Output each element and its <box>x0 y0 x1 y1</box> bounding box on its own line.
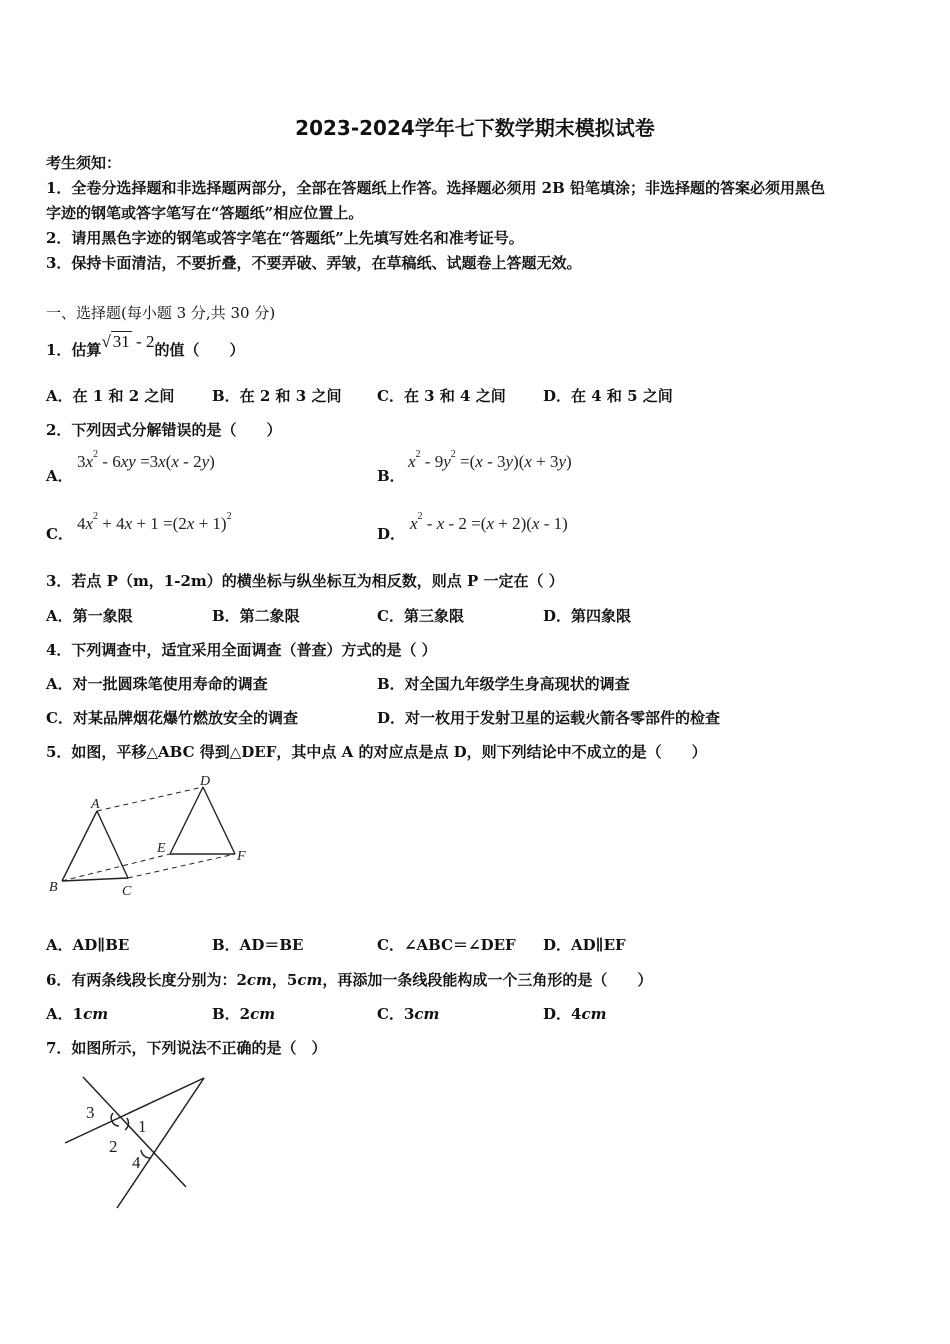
q2-stem: 2．下列因式分解错误的是（ ） <box>46 421 282 439</box>
q5-translation-figure <box>40 770 270 900</box>
notice-line-3: 3．保持卡面清洁，不要折叠，不要弄破、弄皱，在草稿纸、试题卷上答题无效。 <box>46 254 582 272</box>
q2-option-b-expression: $x^2 - 9y^2 =(x - 3y)(x + 3y)$ <box>408 449 572 471</box>
q6-stem-part-a: 6．有两条线段长度分别为：2 <box>46 971 247 989</box>
q2-option-b-label[interactable]: B． <box>377 467 405 485</box>
q4-option-c[interactable]: C．对某品牌烟花爆竹燃放安全的调查 <box>46 709 298 727</box>
page-title: 2023-2024学年七下数学期末模拟试卷 <box>295 116 655 140</box>
q6-option-d-value: D．4 <box>543 1005 582 1023</box>
dashed-ad <box>97 787 203 811</box>
q6-stem-part-b: ，5 <box>271 971 298 989</box>
q3-option-c[interactable]: C．第三象限 <box>377 607 464 625</box>
q5-stem: 5．如图，平移△ABC 得到△DEF，其中点 A 的对应点是点 D，则下列结论中不成立的是（ ） <box>46 743 707 761</box>
line-steep <box>117 1078 204 1208</box>
segment-de <box>170 787 203 854</box>
dashed-be <box>62 854 170 881</box>
notice-line-1: 1．全卷分选择题和非选择题两部分，全部在答题纸上作答。选择题必须用 2B 铅笔填涂；非选择题的答案必须用黑色 <box>46 179 826 197</box>
label-b: B <box>49 880 58 895</box>
section-heading: 一、选择题(每小题 3 分,共 30 分) <box>46 304 276 322</box>
q1-minus: - 2 <box>131 332 155 351</box>
segment-df <box>203 787 235 854</box>
q4-option-a[interactable]: A．对一批圆珠笔使用寿命的调查 <box>46 675 268 693</box>
label-f: F <box>237 849 246 864</box>
q5-option-d[interactable]: D．AD∥EF <box>543 936 626 954</box>
q6-option-a-unit: cm <box>83 1005 109 1023</box>
q5-option-c[interactable]: C．∠ABC＝∠DEF <box>377 936 516 954</box>
q5-option-b[interactable]: B．AD＝BE <box>212 936 304 954</box>
q2-option-c-expression: $4x^2 + 4x + 1 =(2x + 1)^2$ <box>77 511 232 533</box>
q1-stem <box>46 332 245 360</box>
q1-option-d[interactable]: D．在 4 和 5 之间 <box>543 387 673 405</box>
q6-option-b[interactable] <box>212 1003 275 1024</box>
q6-option-c-value: C．3 <box>377 1005 415 1023</box>
q6-unit-2: cm <box>297 971 323 989</box>
q4-option-b[interactable]: B．对全国九年级学生身高现状的调查 <box>377 675 630 693</box>
q4-stem: 4．下列调查中，适宜采用全面调查（普查）方式的是（ ） <box>46 641 437 659</box>
q3-option-d[interactable]: D．第四象限 <box>543 607 632 625</box>
q6-unit-1: cm <box>246 971 272 989</box>
q6-option-c[interactable] <box>377 1003 439 1024</box>
q3-option-a[interactable]: A．第一象限 <box>46 607 133 625</box>
q7-intersecting-lines-figure <box>55 1070 215 1220</box>
q6-option-d-unit: cm <box>581 1005 607 1023</box>
q4-option-d[interactable]: D．对一枚用于发射卫星的运载火箭各零部件的检查 <box>377 709 721 727</box>
notice-heading: 考生须知： <box>46 154 122 172</box>
angle-label-4: 4 <box>132 1153 141 1172</box>
q1-option-b[interactable]: B．在 2 和 3 之间 <box>212 387 342 405</box>
q2-option-c-label[interactable]: C． <box>46 525 73 543</box>
q7-stem: 7．如图所示，下列说法不正确的是（ ） <box>46 1039 327 1057</box>
angle-arc-4 <box>141 1150 150 1158</box>
angle-label-1: 1 <box>138 1117 147 1136</box>
label-c: C <box>122 884 132 899</box>
q1-prefix: 1．估算 <box>46 341 102 359</box>
q6-option-d[interactable] <box>543 1003 606 1024</box>
q1-radicand: 31 <box>112 332 130 351</box>
angle-label-3: 3 <box>86 1103 95 1122</box>
q6-option-b-unit: cm <box>250 1005 276 1023</box>
q3-option-b[interactable]: B．第二象限 <box>212 607 300 625</box>
q2-option-a-expression: $3x^2 - 6xy =3x(x - 2y)$ <box>77 449 215 471</box>
q6-option-a-value: A．1 <box>46 1005 84 1023</box>
segment-ac <box>97 811 128 878</box>
q1-suffix: 的值（ ） <box>154 341 245 359</box>
angle-label-2: 2 <box>109 1137 118 1156</box>
q6-option-a[interactable] <box>46 1003 108 1024</box>
q6-stem <box>46 969 652 990</box>
q2-option-d-label[interactable]: D． <box>377 525 406 543</box>
q2-option-a-label[interactable]: A． <box>46 467 73 485</box>
q1-option-a[interactable]: A．在 1 和 2 之间 <box>46 387 175 405</box>
q3-stem: 3．若点 P（m，1-2m）的横坐标与纵坐标互为相反数，则点 P 一定在（ ） <box>46 572 564 590</box>
q5-option-a[interactable]: A．AD∥BE <box>46 936 130 954</box>
label-e: E <box>157 841 166 856</box>
q6-option-b-value: B．2 <box>212 1005 251 1023</box>
segment-ab <box>62 811 97 881</box>
q1-sqrt-expression: √ 31 - 2 <box>101 332 155 351</box>
q1-option-c[interactable]: C．在 3 和 4 之间 <box>377 387 506 405</box>
label-a: A <box>91 797 100 812</box>
q2-option-d-expression: $x^2 - x - 2 =(x + 2)(x - 1)$ <box>410 511 568 533</box>
notice-line-2: 2．请用黑色字迹的钢笔或答字笔在“答题纸”上先填写姓名和准考证号。 <box>46 229 524 247</box>
dashed-cf <box>128 854 235 878</box>
notice-line-1b: 字迹的钢笔或答字笔写在“答题纸”相应位置上。 <box>46 204 364 222</box>
label-d: D <box>200 774 211 789</box>
q6-option-c-unit: cm <box>414 1005 440 1023</box>
q6-stem-part-c: ，再添加一条线段能构成一个三角形的是（ ） <box>322 971 653 989</box>
